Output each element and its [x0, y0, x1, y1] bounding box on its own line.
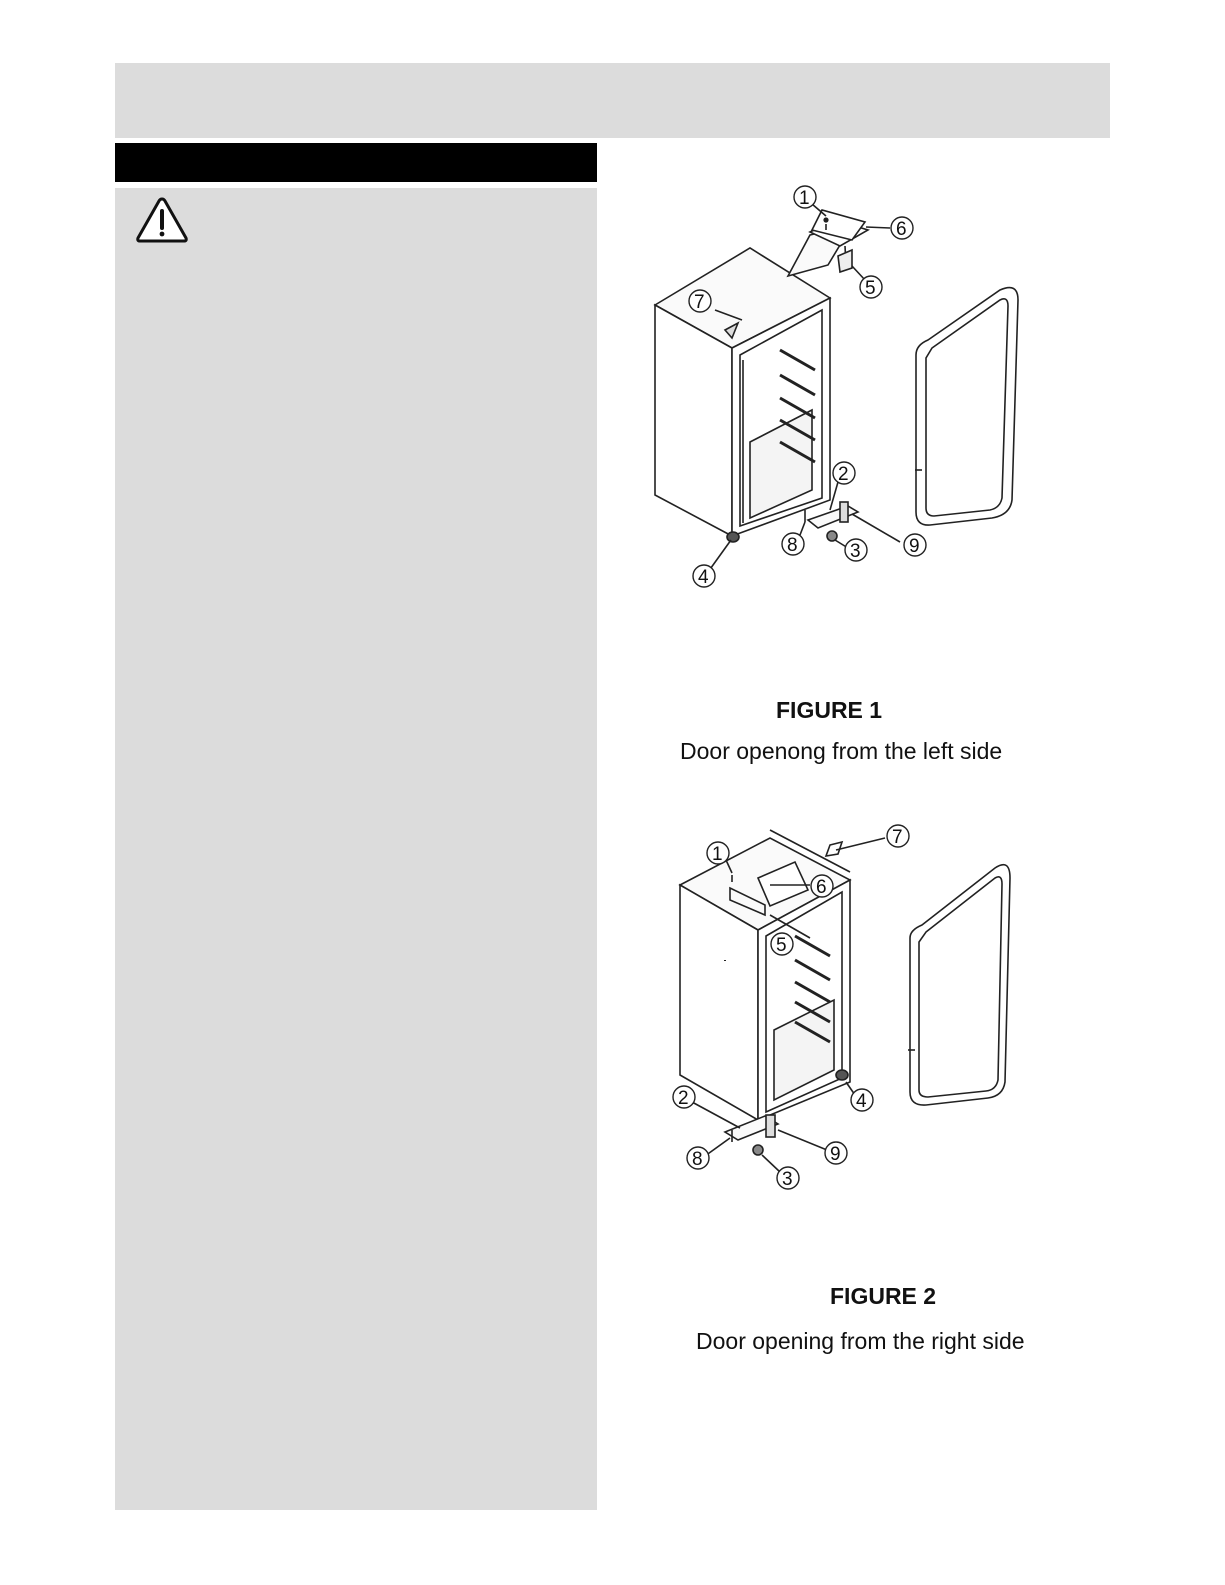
figure-1-subtitle: Door openong from the left side: [680, 738, 1003, 764]
figure-1-title: FIGURE 1: [776, 697, 883, 723]
callout-7: 7: [694, 292, 705, 313]
callout-2: 2: [678, 1088, 689, 1109]
callout-2: 2: [838, 464, 849, 485]
callout-9: 9: [830, 1144, 841, 1165]
fridge-door: [908, 865, 1010, 1105]
callout-5: 5: [776, 935, 787, 956]
callout-7: 7: [892, 827, 903, 848]
callout-8: 8: [692, 1149, 703, 1170]
figure-2-subtitle: Door opening from the right side: [696, 1328, 1025, 1354]
callout-1: 1: [712, 844, 723, 865]
callout-4: 4: [698, 567, 709, 588]
fridge-cabinet: [680, 830, 850, 1120]
callout-3: 3: [782, 1169, 793, 1190]
fridge-door: [915, 288, 1018, 526]
callout-6: 6: [896, 219, 907, 240]
foot: [727, 532, 739, 542]
callout-3: 3: [850, 541, 861, 562]
callout-6: 6: [816, 877, 827, 898]
figure-2-diagram: [670, 820, 1090, 1200]
callout-1: 1: [799, 188, 810, 209]
figure-2-title: FIGURE 2: [830, 1283, 937, 1309]
warning-icon: [135, 195, 189, 245]
fridge-cabinet: [655, 248, 830, 536]
section-title-bar: [115, 143, 597, 182]
figure-1-diagram: [640, 180, 1060, 600]
callout-8: 8: [787, 535, 798, 556]
header-band: [115, 63, 1110, 138]
callout-9: 9: [909, 536, 920, 557]
callout-4: 4: [856, 1091, 867, 1112]
instructions-panel: [115, 188, 597, 1510]
callout-5: 5: [865, 278, 876, 299]
